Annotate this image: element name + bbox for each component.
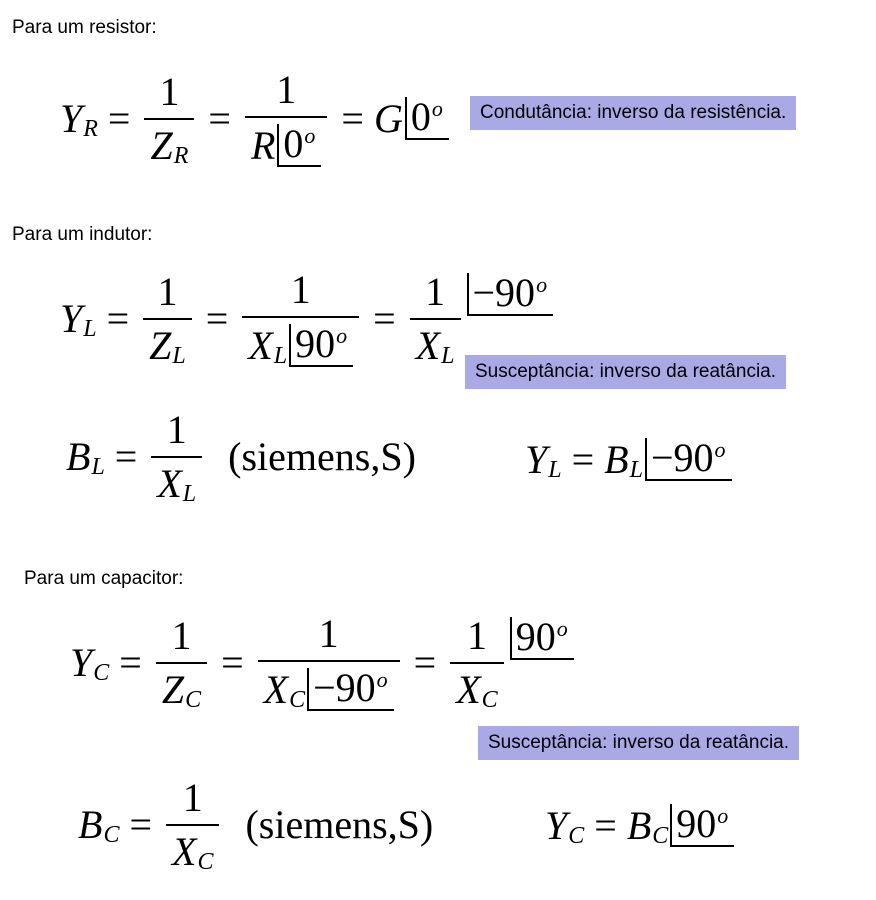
angle-90: 90$^o$ [670, 804, 734, 847]
denominator [242, 316, 359, 367]
numerator: 1 [171, 612, 192, 658]
susceptance-note-capacitor: Susceptância: inverso da reatância. [478, 726, 799, 760]
angle-minus-90: $-90^o$ [645, 438, 732, 481]
numerator: 1 [166, 407, 187, 452]
equals-sign: = [107, 95, 131, 141]
subscript-C: C [568, 822, 585, 849]
equals-sign: = [413, 639, 437, 685]
angle-90: 90$^o$ [289, 324, 353, 367]
angle-minus-90: $-90^o$ [307, 668, 394, 711]
symbol-X: X [172, 829, 197, 874]
numerator: 1 [425, 268, 446, 314]
symbol-X: X [263, 666, 289, 712]
inductor-admittance-equation [60, 267, 553, 369]
fraction-1-over-XC [450, 612, 503, 713]
angle-0: 0$^o$ [277, 124, 321, 167]
symbol-X: X [157, 461, 182, 506]
numerator: 1 [290, 267, 311, 312]
symbol-X: X [456, 666, 481, 712]
subscript-L: L [629, 456, 643, 483]
symbol-X: X [415, 322, 441, 368]
symbol-Z: Z [149, 322, 172, 368]
fraction-1-over-ZL [143, 268, 192, 369]
subscript-L: L [91, 454, 105, 481]
unit-label: (siemens,S) [228, 434, 416, 479]
symbol-B: B [66, 434, 91, 479]
equals-sign: = [205, 295, 229, 341]
numerator: 1 [157, 268, 178, 314]
denominator [144, 118, 194, 169]
symbol-Y: Y [525, 436, 548, 482]
equals-sign: = [106, 295, 130, 341]
subscript-C: C [289, 686, 306, 713]
subscript-L: L [273, 342, 288, 369]
symbol-Y: Y [60, 95, 83, 141]
equals-sign: = [129, 802, 153, 847]
numerator: 1 [276, 67, 297, 112]
denominator [410, 318, 461, 369]
equals-sign: = [594, 802, 617, 848]
inductor-heading: Para um indutor: [12, 224, 153, 245]
denominator [166, 824, 219, 876]
numerator: 1 [159, 68, 180, 114]
subscript-C: C [481, 686, 498, 713]
susceptance-note-inductor: Susceptância: inverso da reatância. [465, 355, 786, 389]
equals-sign: = [373, 295, 396, 341]
denominator [151, 456, 202, 508]
unit-label: (siemens,S) [245, 802, 434, 847]
equals-sign: = [341, 95, 364, 141]
resistor-admittance-equation [60, 67, 449, 169]
symbol-Y: Y [60, 295, 83, 341]
numerator: 1 [318, 611, 339, 656]
symbol-R: R [250, 122, 276, 168]
denominator [245, 116, 327, 167]
fraction-1-over-XL [410, 268, 461, 369]
subscript-C: C [197, 849, 214, 876]
fraction-1-over-ZC [156, 612, 207, 713]
subscript-L: L [172, 342, 186, 369]
fraction-1-over-ZR [144, 68, 194, 169]
equals-sign: = [114, 434, 138, 479]
angle-0: 0$^o$ [405, 97, 449, 140]
capacitor-heading: Para um capacitor: [24, 568, 184, 589]
fraction-1-over-XL-angle-90 [242, 267, 359, 369]
capacitor-admittance-polar [545, 801, 734, 849]
denominator [143, 318, 192, 369]
symbol-Z: Z [150, 122, 173, 168]
subscript-R: R [173, 142, 189, 169]
subscript-C: C [93, 659, 110, 686]
subscript-C: C [185, 686, 202, 713]
symbol-B: B [604, 436, 629, 482]
capacitor-susceptance-equation [78, 775, 434, 876]
symbol-Z: Z [161, 666, 185, 712]
symbol-Y: Y [70, 639, 93, 685]
denominator [258, 660, 400, 711]
subscript-L: L [548, 456, 562, 483]
angle-minus-90: $-90^o$ [467, 273, 554, 316]
fraction-1-over-XC-angle-minus-90 [258, 611, 400, 713]
subscript-R: R [83, 115, 98, 142]
numerator: 1 [182, 775, 203, 820]
fraction-1-over-XL [151, 407, 202, 508]
symbol-B: B [626, 802, 652, 848]
symbol-X: X [248, 322, 273, 368]
conductance-note: Condutância: inverso da resistência. [470, 96, 796, 130]
equals-sign: = [119, 639, 142, 685]
fraction-1-over-XC [166, 775, 219, 876]
symbol-Y: Y [545, 802, 568, 848]
fraction-1-over-R-angle-0 [245, 67, 327, 168]
resistor-heading: Para um resistor: [12, 17, 157, 38]
angle-90: 90$^o$ [510, 617, 574, 660]
inductor-admittance-polar [525, 435, 732, 483]
equals-sign: = [208, 95, 231, 141]
numerator: 1 [466, 612, 487, 658]
equals-sign: = [221, 639, 244, 685]
symbol-B: B [78, 802, 103, 847]
subscript-L: L [83, 315, 97, 342]
equals-sign: = [571, 436, 595, 482]
capacitor-admittance-equation [70, 611, 574, 713]
subscript-L: L [441, 342, 455, 369]
denominator [450, 662, 503, 713]
subscript-C: C [103, 822, 120, 849]
inductor-susceptance-equation [66, 407, 416, 508]
subscript-C: C [652, 822, 669, 849]
denominator [156, 662, 207, 713]
symbol-G: G [373, 95, 403, 141]
subscript-L: L [182, 481, 197, 508]
